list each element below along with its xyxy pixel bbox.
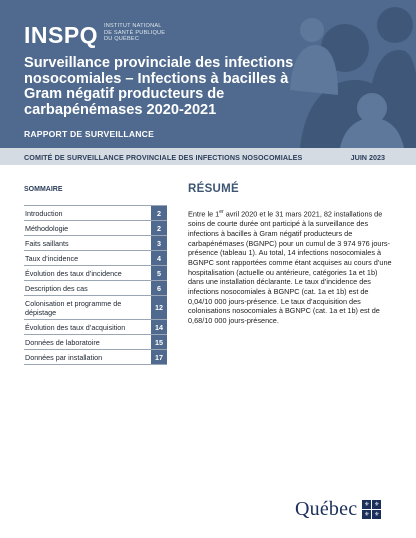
document-title: Surveillance provinciale des infections nosocomiales – Infections à bacilles à Gram négatif producteurs de carbapénémases 2020-2021 [24, 55, 294, 118]
toc-page-number: 2 [151, 206, 167, 220]
toc-page-number: 17 [151, 350, 167, 364]
toc-item-label: Données de laboratoire [25, 338, 100, 347]
toc-page-number: 2 [151, 221, 167, 235]
toc-item-colonisation[interactable] [24, 296, 167, 320]
toc-item-label: Faits saillants [25, 239, 69, 248]
toc-item-label: Introduction [25, 209, 63, 218]
institution-name [104, 23, 194, 43]
toc-item-introduction[interactable] [24, 206, 167, 221]
toc-item-label: Évolution des taux d’acquisition [25, 323, 126, 332]
toc-item-label: Méthodologie [25, 224, 69, 233]
header-banner [0, 0, 416, 148]
toc-page-number: 12 [151, 296, 167, 319]
toc-item-methodologie[interactable] [24, 221, 167, 236]
toc-page-number: 3 [151, 236, 167, 250]
toc-item-donnees-laboratoire[interactable] [24, 335, 167, 350]
toc-item-label: Description des cas [25, 284, 88, 293]
institution-line: DE SANTÉ PUBLIQUE [104, 29, 166, 36]
toc-item-evolution-incidence[interactable] [24, 266, 167, 281]
quebec-government-logo [295, 498, 381, 521]
summary-text-body: avril 2020 et le 31 mars 2021, 82 installations de soins de courte durée ont participé à la surveillance des infections à bacilles à Gram négatif producteurs de carbapénémases (BGNPC) pour un cumul de 3 974 976 jours-présence (tableau 1). Au total, 14 infections nosocomiales à BGNPC sont rapportées comme étant acquises au cours d’une hospitalisation (actuelle ou antérieure, catégories 1a et 1b) dans une installation déclarante. Le taux d’incidence des infections nosocomiales à BGNPC (cat. 1a et 1b) est de 0,04/10 000 jours-présence. Le taux d’acquisition des colonisations nosocomiales à BGNPC (cat. 1a et 1b) est de 0,68/10 000 jours-présence. [188, 209, 392, 326]
toc-page-number: 5 [151, 266, 167, 280]
institution-line: DU QUÉBEC [104, 36, 140, 43]
toc-page-number: 15 [151, 335, 167, 349]
toc-item-label: Taux d’incidence [25, 254, 79, 263]
toc-page-number: 4 [151, 251, 167, 265]
fleur-de-lis-flag-icon: ⚜ ⚜ ⚜ ⚜ [364, 502, 380, 518]
institution-line: INSTITUT NATIONAL [104, 23, 162, 29]
toc-item-faits-saillants[interactable] [24, 236, 167, 251]
ordinal-superscript: er [219, 209, 224, 215]
toc-item-donnees-installation[interactable] [24, 350, 167, 365]
toc-item-taux-incidence[interactable] [24, 251, 167, 266]
toc-page-number: 14 [151, 320, 167, 334]
toc-item-label: Évolution des taux d’incidence [25, 269, 122, 278]
committee-name: COMITÉ DE SURVEILLANCE PROVINCIALE DES INFECTIONS NOSOCOMIALES [24, 153, 303, 162]
summary-title: RÉSUMÉ [188, 183, 240, 195]
toc-item-label: Données par installation [25, 353, 103, 362]
toc-title: SOMMAIRE [24, 186, 63, 193]
toc-item-label: Colonisation et programme de dépistage [25, 299, 122, 317]
summary-text-start: Entre le 1 [188, 209, 220, 219]
summary-text [188, 208, 392, 326]
report-type-label: RAPPORT DE SURVEILLANCE [24, 129, 155, 139]
table-of-contents [24, 205, 167, 365]
toc-item-description-cas[interactable] [24, 281, 167, 296]
inspq-logo: INSPQ [24, 22, 99, 48]
toc-item-evolution-acquisition[interactable] [24, 320, 167, 335]
quebec-wordmark: Québec [295, 498, 358, 520]
publication-date: JUIN 2023 [350, 153, 385, 162]
committee-bar [0, 148, 416, 165]
toc-page-number: 6 [151, 281, 167, 295]
